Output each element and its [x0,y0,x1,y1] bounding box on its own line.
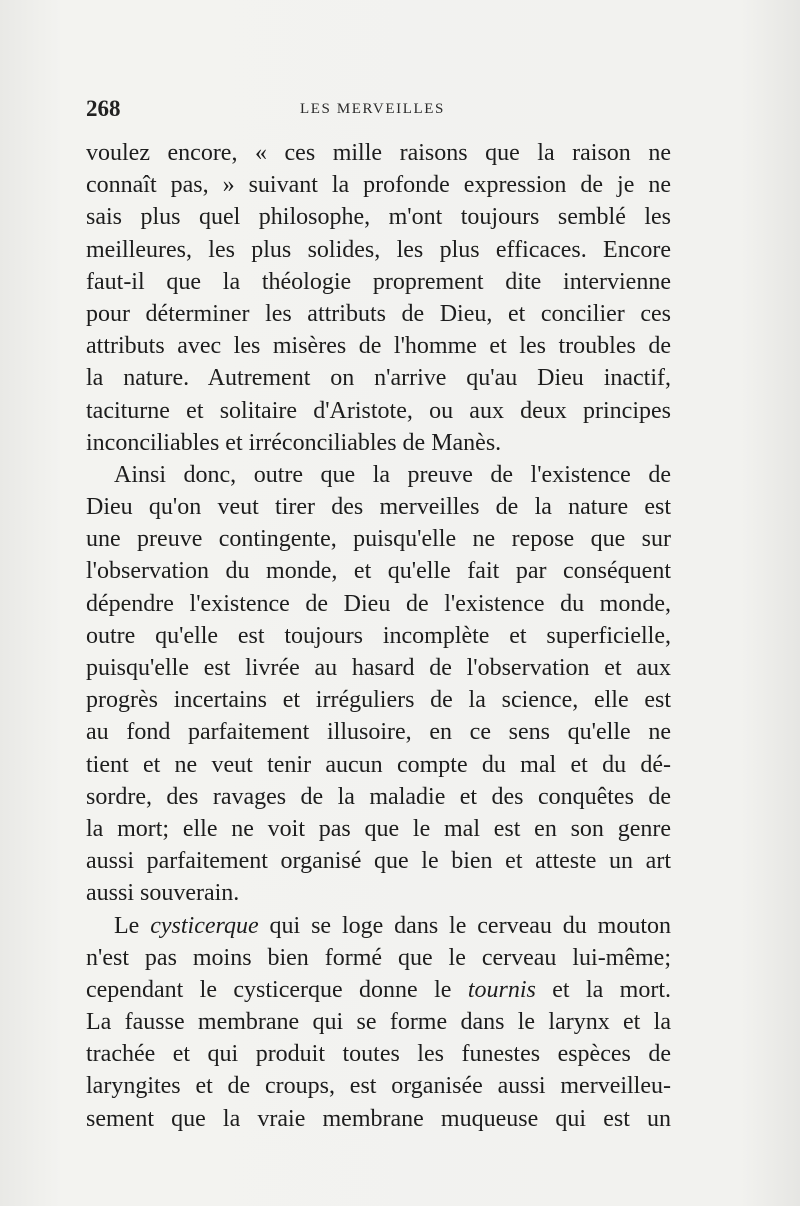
page-number: 268 [86,96,121,121]
text-line: voulez encore, « ces mille raisons que la raison ne [86,140,671,166]
text-line: attributs avec les misères de l'homme et les troubles de [86,333,671,360]
text-line: l'observation du monde, et qu'elle fait par conséquent [86,558,671,585]
text-line: la nature. Autrement on n'arrive qu'au Dieu inactif, [86,365,671,392]
text-line: faut-il que la théologie proprement dite intervienne [86,268,671,295]
text-line: tient et ne veut tenir aucun compte du mal et du dé- [86,751,671,778]
text-line: aussi parfaitement organisé que le bien et atteste un art [86,848,671,875]
text-line: la mort; elle ne voit pas que le mal est en son genre [86,815,671,842]
text-line: au fond parfaitement illusoire, en ce sens qu'elle ne [86,719,671,746]
text-line: puisqu'elle est livrée au hasard de l'observation et aux [86,655,671,681]
text-line: meilleures, les plus solides, les plus efficaces. Encore [86,236,671,263]
text-line: aussi souverain. [86,880,240,907]
line-text: qui se loge dans le cerveau du mouton [258,912,672,939]
text-line: sement que la vraie membrane muqueuse qui est un [86,1105,671,1132]
italic-term: tournis [467,976,536,1003]
text-line: Dieu qu'on veut tirer des merveilles de la nature est [86,494,671,521]
running-head [86,96,671,130]
text-line: pour déterminer les attributs de Dieu, et concilier ces [86,300,671,327]
text-line: inconciliables et irréconciliables de Manès. [86,429,502,456]
paragraph-start-line [86,910,671,942]
text-line: progrès incertains et irréguliers de la science, elle est [86,687,671,714]
text-line: laryngites et de croups, est organisée aussi merveilleu- [86,1073,671,1100]
text-line: La fausse membrane qui se forme dans le larynx et la [86,1009,671,1036]
running-title: LES MERVEILLES [300,101,445,117]
text-line: dépendre l'existence de Dieu de l'existence du monde, [86,590,671,617]
line-text: et la mort. [535,976,671,1003]
text-line: taciturne et solitaire d'Aristote, ou aux deux principes [86,397,671,424]
line-text: Le [114,912,151,939]
text-line: trachée et qui produit toutes les funestes espèces de [86,1041,671,1068]
paragraph-start-line: Ainsi donc, outre que la preuve de l'existence de [114,461,671,488]
text-line: connaît pas, » suivant la profonde expression de je ne [86,172,671,199]
body-text [86,137,671,1135]
text-line: sais plus quel philosophe, m'ont toujours semblé les [86,204,671,231]
text-line: n'est pas moins bien formé que le cerveau lui-même; [86,944,671,971]
line-text: cependant le cysticerque donne le [86,976,468,1003]
text-line: une preuve contingente, puisqu'elle ne repose que sur [86,526,671,553]
italic-term: cysticerque [150,912,259,939]
text-line: outre qu'elle est toujours incomplète et superficielle, [86,622,671,649]
text-line: sordre, des ravages de la maladie et des conquêtes de [86,783,671,810]
text-line [86,974,671,1006]
